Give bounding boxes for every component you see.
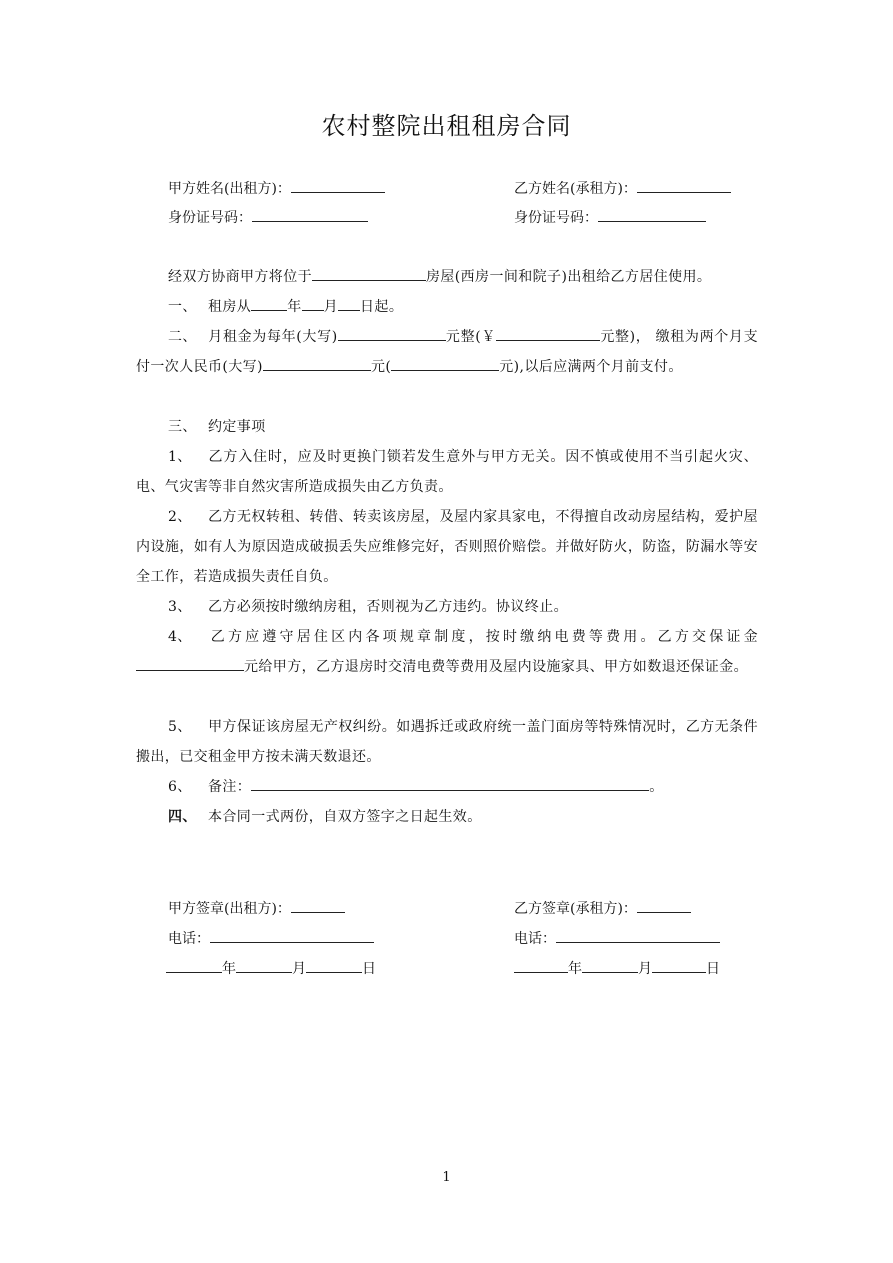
intro-text-start: 经双方协商甲方将位于 — [168, 269, 312, 285]
payment-number-blank[interactable] — [391, 356, 499, 371]
party-a-phone-label: 电话： — [168, 931, 210, 947]
item-2 — [136, 502, 758, 592]
item-4 — [136, 622, 758, 682]
item-3 — [136, 592, 758, 622]
intro-paragraph — [136, 262, 758, 292]
start-month-blank[interactable] — [302, 296, 324, 311]
party-a-month-blank[interactable] — [236, 958, 292, 973]
property-location-blank[interactable] — [312, 266, 426, 281]
party-a-phone-line — [168, 928, 374, 949]
clause-4-number: 四、 — [168, 809, 197, 825]
party-b-month-blank[interactable] — [582, 958, 638, 973]
party-b-name-blank[interactable] — [637, 178, 731, 193]
item-1-text: 乙方入住时，应及时更换门锁若发生意外与甲方无关。因不慎或使用不当引起火灾、电、气灾害等非自然灾害所造成损失由乙方负责。 — [136, 449, 758, 495]
party-a-day-blank[interactable] — [306, 958, 362, 973]
clause-2-text-a: 月租金为每年(大写) — [208, 329, 338, 345]
clause-2-text-b: 元整(￥ — [445, 329, 497, 345]
clause-1 — [136, 292, 758, 322]
party-b-sign-blank[interactable] — [637, 898, 691, 913]
clause-1-month: 月 — [323, 299, 339, 315]
item-5 — [136, 712, 758, 772]
party-a-id-line — [168, 207, 368, 228]
party-b-phone-line — [514, 928, 720, 949]
party-a-name-line — [168, 178, 385, 199]
party-a-year-blank[interactable] — [166, 958, 222, 973]
party-a-year-label: 年 — [222, 961, 236, 977]
party-a-phone-blank[interactable] — [210, 928, 374, 943]
clause-2 — [136, 322, 758, 382]
party-b-id-blank[interactable] — [598, 207, 706, 222]
clause-1-year: 年 — [287, 299, 302, 315]
party-a-id-blank[interactable] — [252, 207, 368, 222]
party-b-date-line — [514, 958, 720, 979]
party-b-year-label: 年 — [568, 961, 582, 977]
item-5-number: 5、 — [168, 719, 192, 735]
deposit-amount-blank[interactable] — [136, 656, 244, 671]
party-b-year-blank[interactable] — [514, 958, 568, 973]
remarks-blank[interactable] — [251, 776, 649, 791]
item-2-text: 乙方无权转租、转借、转卖该房屋，及屋内家具家电，不得擅自改动房屋结构，爱护屋内设施，如有人为原因造成破损丢失应维修完好，否则照价赔偿。并做好防火，防盗，防漏水等安全工作，若造成损失责任自负。 — [136, 509, 758, 585]
item-4-text-a: 乙方应遵守居住区内各项规章制度，按时缴纳电费等费用。乙方交保证金 — [208, 629, 758, 645]
party-b-day-label: 日 — [706, 961, 720, 977]
clause-4 — [136, 802, 758, 832]
party-b-day-blank[interactable] — [652, 958, 706, 973]
clause-4-text: 本合同一式两份，自双方签字之日起生效。 — [208, 809, 482, 825]
clause-3-number: 三、 — [168, 419, 197, 435]
party-a-id-label: 身份证号码： — [168, 210, 252, 226]
party-b-phone-blank[interactable] — [556, 928, 720, 943]
annual-rent-number-blank[interactable] — [496, 326, 600, 341]
item-3-text: 乙方必须按时缴纳房租，否则视为乙方违约。协议终止。 — [208, 599, 568, 615]
intro-text-end: 房屋(西房一间和院子)出租给乙方居住使用。 — [426, 269, 712, 285]
party-a-name-blank[interactable] — [291, 178, 385, 193]
party-b-phone-label: 电话： — [514, 931, 556, 947]
party-b-id-label: 身份证号码： — [514, 210, 598, 226]
item-1 — [136, 442, 758, 502]
party-b-name-line — [514, 178, 731, 199]
item-6-label: 备注： — [208, 779, 252, 795]
page-number: 1 — [442, 1170, 451, 1185]
clause-3-title: 约定事项 — [208, 419, 266, 435]
item-4-text-b: 元给甲方，乙方退房时交清电费等费用及屋内设施家具、甲方如数退还保证金。 — [244, 659, 748, 675]
clause-1-number: 一、 — [168, 299, 197, 315]
item-2-number: 2、 — [168, 509, 192, 525]
clause-2-text-c: 元整)， 缴租为两个月支付一次人民币(大写) — [136, 329, 758, 375]
party-a-date-line — [166, 958, 376, 979]
item-6 — [136, 772, 758, 802]
item-6-number: 6、 — [168, 779, 192, 795]
party-b-id-line — [514, 207, 706, 228]
party-a-sign-line — [168, 898, 345, 919]
clause-1-day: 日起。 — [360, 299, 404, 315]
party-b-sign-line — [514, 898, 691, 919]
item-6-end: 。 — [649, 779, 664, 795]
document-title: 农村整院出租租房合同 — [321, 112, 572, 140]
item-3-number: 3、 — [168, 599, 192, 615]
party-a-sign-label: 甲方签章(出租方)： — [168, 901, 291, 917]
party-a-sign-blank[interactable] — [291, 898, 345, 913]
party-a-name-label: 甲方姓名(出租方)： — [168, 181, 291, 197]
clause-2-text-d: 元( — [370, 359, 392, 375]
item-4-number: 4、 — [168, 629, 192, 645]
party-b-sign-label: 乙方签章(承租方)： — [514, 901, 637, 917]
clause-1-text: 租房从 — [208, 299, 252, 315]
start-day-blank[interactable] — [338, 296, 360, 311]
clause-2-number: 二、 — [168, 329, 197, 345]
party-a-day-label: 日 — [362, 961, 376, 977]
clause-2-text-e: 元),以后应满两个月前支付。 — [499, 359, 683, 375]
party-b-name-label: 乙方姓名(承租方)： — [514, 181, 637, 197]
item-1-number: 1、 — [168, 449, 192, 465]
party-a-month-label: 月 — [292, 961, 306, 977]
payment-words-blank[interactable] — [263, 356, 371, 371]
clause-3-heading — [136, 412, 758, 442]
party-b-month-label: 月 — [638, 961, 652, 977]
start-year-blank[interactable] — [251, 296, 287, 311]
annual-rent-words-blank[interactable] — [338, 326, 446, 341]
item-5-text: 甲方保证该房屋无产权纠纷。如遇拆迁或政府统一盖门面房等特殊情况时，乙方无条件搬出，已交租金甲方按未满天数退还。 — [136, 719, 758, 765]
